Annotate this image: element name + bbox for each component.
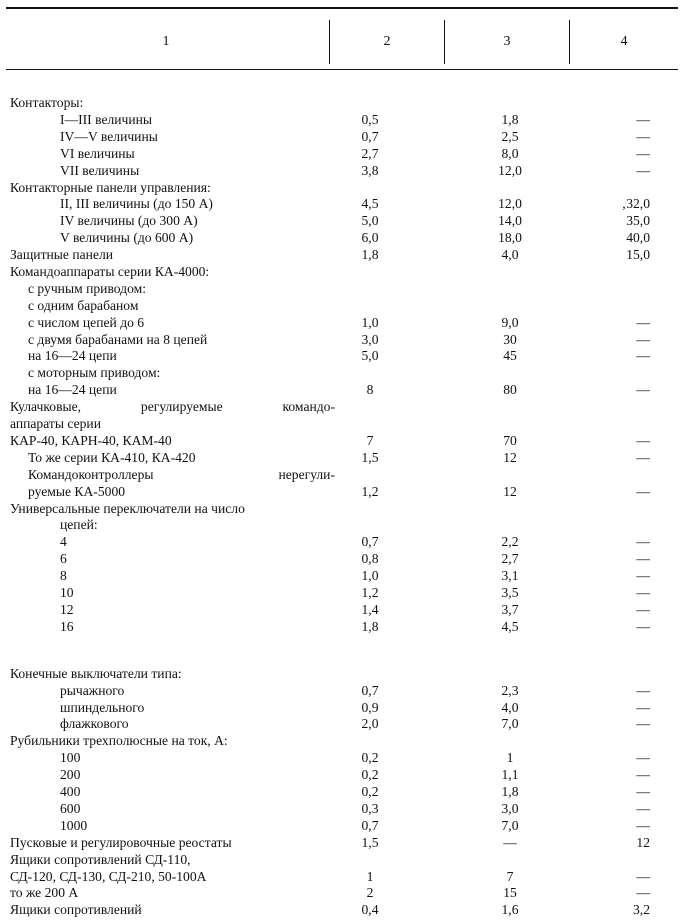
- row-c4-value: —: [636, 163, 650, 178]
- row-c4-value: —: [636, 585, 650, 600]
- row-c4-value: ‚32,0: [621, 196, 650, 211]
- row-c4-value: —: [636, 534, 650, 549]
- table-row: [0, 281, 681, 297]
- table-row: [0, 348, 681, 364]
- table-row: [0, 885, 681, 901]
- row-c2-value: 1,8: [361, 619, 379, 634]
- row-c4-value: —: [636, 750, 650, 765]
- table-row: [0, 534, 681, 550]
- row-c4-value: —: [636, 869, 650, 884]
- row-name: Кулачковые, регулируемые командо-: [10, 399, 335, 414]
- row-c2-value: 1,2: [361, 484, 379, 499]
- row-c4-value: —: [636, 433, 650, 448]
- table-row: [0, 180, 681, 196]
- row-c4-value: —: [636, 146, 650, 161]
- row-c4-value: —: [636, 767, 650, 782]
- row-c4-value: —: [636, 112, 650, 127]
- row-name: Контакторные панели управления:: [10, 180, 211, 195]
- table-top-rule: [6, 7, 678, 9]
- column-divider-1: [329, 20, 330, 64]
- row-c2-value: 1,5: [361, 835, 379, 850]
- row-name: Рубильники трехполюсные на ток, А:: [10, 733, 228, 748]
- row-c4-value: —: [636, 784, 650, 799]
- row-c3-value: 4,0: [501, 700, 519, 715]
- row-name: VII величины: [60, 163, 140, 178]
- table-row: [0, 467, 681, 483]
- table-row: [0, 163, 681, 179]
- row-name: Ящики сопротивлений: [10, 902, 142, 917]
- table-row: [0, 902, 681, 918]
- table-row: [0, 750, 681, 766]
- row-name: аппараты серии: [10, 416, 101, 431]
- row-name: 10: [60, 585, 74, 600]
- row-name: на 16—24 цепи: [28, 382, 117, 397]
- row-c2-value: 1: [366, 869, 374, 884]
- row-c3-value: 45: [503, 348, 517, 363]
- row-c3-value: 1,8: [501, 784, 519, 799]
- row-c3-value: 7,0: [501, 716, 519, 731]
- row-c4-value: —: [636, 801, 650, 816]
- row-name: I—III величины: [60, 112, 153, 127]
- row-c2-value: 0,8: [361, 551, 379, 566]
- table-row: [0, 315, 681, 331]
- row-c3-value: 2,5: [501, 129, 519, 144]
- row-c3-value: 18,0: [498, 230, 522, 245]
- row-name: СД-120, СД-130, СД-210, 50-100А: [10, 869, 207, 884]
- row-name: Командоаппараты серии КА-4000:: [10, 264, 210, 279]
- row-name: 6: [60, 551, 67, 566]
- row-c3-value: 14,0: [498, 213, 522, 228]
- column-divider-3: [569, 20, 570, 64]
- row-c3-value: 2,2: [501, 534, 519, 549]
- table-row: [0, 517, 681, 533]
- table-row: [0, 716, 681, 732]
- row-c2-value: 1,4: [361, 602, 379, 617]
- table-row: [0, 767, 681, 783]
- row-c3-value: 8,0: [501, 146, 519, 161]
- row-name: с ручным приводом:: [28, 281, 147, 296]
- column-divider-2: [444, 20, 445, 64]
- row-c2-value: 1,5: [361, 450, 379, 465]
- row-name: V величины (до 600 А): [60, 230, 194, 245]
- row-name: Пусковые и регулировочные реостаты: [10, 835, 232, 850]
- row-c3-value: 4,0: [501, 247, 519, 262]
- row-name: II, III величины (до 150 А): [60, 196, 213, 211]
- table-row: [0, 835, 681, 851]
- row-name: руемые КА-5000: [28, 484, 126, 499]
- row-name: флажкового: [60, 716, 129, 731]
- row-name: то же 200 А: [10, 885, 79, 900]
- row-name: 200: [60, 767, 81, 782]
- row-c2-value: 0,7: [361, 683, 379, 698]
- row-c3-value: 12,0: [498, 163, 522, 178]
- row-name: 4: [60, 534, 67, 549]
- row-name: 1000: [60, 818, 88, 833]
- row-c3-value: 1: [506, 750, 514, 765]
- row-c4-value: —: [636, 700, 650, 715]
- table-row: [0, 433, 681, 449]
- table-row: [0, 399, 681, 415]
- row-c2-value: 5,0: [361, 213, 379, 228]
- row-c2-value: 0,2: [361, 784, 379, 799]
- table-row: [0, 666, 681, 682]
- row-name: КАР-40, КАРН-40, КАМ-40: [10, 433, 172, 448]
- row-c2-value: 5,0: [361, 348, 379, 363]
- row-c3-value: 12,0: [498, 196, 522, 211]
- row-c3-value: 3,1: [501, 568, 519, 583]
- row-c2-value: 0,7: [361, 129, 379, 144]
- row-name: Контакторы:: [10, 95, 84, 110]
- table-row: [0, 852, 681, 868]
- row-c2-value: 1,8: [361, 247, 379, 262]
- table-row: [0, 416, 681, 432]
- row-c4-value: —: [636, 602, 650, 617]
- row-c3-value: 3,7: [501, 602, 519, 617]
- table-row: [0, 298, 681, 314]
- row-c2-value: 4,5: [361, 196, 379, 211]
- header-col-2: 2: [383, 34, 391, 49]
- row-c2-value: 8: [366, 382, 374, 397]
- row-c2-value: 0,4: [361, 902, 379, 917]
- row-c4-value: —: [636, 716, 650, 731]
- row-c4-value: 40,0: [626, 230, 650, 245]
- table-row: [0, 230, 681, 246]
- row-c4-value: 12: [636, 835, 650, 850]
- row-name: 8: [60, 568, 67, 583]
- row-c4-value: —: [636, 348, 650, 363]
- row-name: цепей:: [60, 517, 98, 532]
- row-c2-value: 0,5: [361, 112, 379, 127]
- row-c3-value: 12: [503, 450, 517, 465]
- row-c4-value: —: [636, 568, 650, 583]
- row-c4-value: —: [636, 551, 650, 566]
- row-name: Ящики сопротивлений СД-110,: [10, 852, 191, 867]
- row-name: 400: [60, 784, 81, 799]
- row-name: Конечные выключатели типа:: [10, 666, 182, 681]
- row-name: на 16—24 цепи: [28, 348, 117, 363]
- row-name: с моторным приводом:: [28, 365, 161, 380]
- table-row: [0, 585, 681, 601]
- row-c4-value: 15,0: [626, 247, 650, 262]
- row-c4-value: 35,0: [626, 213, 650, 228]
- row-name: шпиндельного: [60, 700, 145, 715]
- row-c2-value: 0,7: [361, 818, 379, 833]
- table-row: [0, 332, 681, 348]
- row-c4-value: —: [636, 484, 650, 499]
- row-c4-value: —: [636, 382, 650, 397]
- table-row: [0, 619, 681, 635]
- row-c2-value: 0,7: [361, 534, 379, 549]
- row-c3-value: 3,0: [501, 801, 519, 816]
- row-c3-value: 3,5: [501, 585, 519, 600]
- table-row: [0, 484, 681, 500]
- row-name: IV—V величины: [60, 129, 158, 144]
- row-c3-value: 7,0: [501, 818, 519, 833]
- table-row: [0, 683, 681, 699]
- table-row: [0, 196, 681, 212]
- row-c3-value: 1,6: [501, 902, 519, 917]
- header-col-4: 4: [620, 34, 628, 49]
- row-name: с числом цепей до 6: [28, 315, 145, 330]
- row-name: Командоконтроллеры нерегули-: [28, 467, 335, 482]
- table-row: [0, 382, 681, 398]
- row-c4-value: —: [636, 332, 650, 347]
- table-row: [0, 818, 681, 834]
- table-row: [0, 784, 681, 800]
- row-name: Защитные панели: [10, 247, 114, 262]
- row-c4-value: —: [636, 129, 650, 144]
- row-c3-value: —: [503, 835, 517, 850]
- table-row: [0, 869, 681, 885]
- row-c3-value: 2,7: [501, 551, 519, 566]
- row-c2-value: 3,8: [361, 163, 379, 178]
- row-c2-value: 0,9: [361, 700, 379, 715]
- row-c3-value: 9,0: [501, 315, 519, 330]
- row-c2-value: 2,7: [361, 146, 379, 161]
- row-c2-value: 2: [366, 885, 374, 900]
- row-c3-value: 1,1: [501, 767, 519, 782]
- row-c2-value: 0,2: [361, 767, 379, 782]
- row-name: 12: [60, 602, 74, 617]
- header-col-3: 3: [503, 34, 511, 49]
- table-row: [0, 247, 681, 263]
- row-c2-value: 0,3: [361, 801, 379, 816]
- row-c2-value: 6,0: [361, 230, 379, 245]
- table-row: [0, 801, 681, 817]
- table-row: [0, 568, 681, 584]
- row-c4-value: —: [636, 885, 650, 900]
- row-name: VI величины: [60, 146, 135, 161]
- row-name: Универсальные переключатели на число: [10, 501, 245, 516]
- table-row: [0, 112, 681, 128]
- row-c3-value: 70: [503, 433, 517, 448]
- row-c4-value: —: [636, 818, 650, 833]
- table-row: [0, 700, 681, 716]
- row-c3-value: 7: [506, 869, 514, 884]
- row-name: То же серии КА-410, КА-420: [28, 450, 196, 465]
- row-c4-value: —: [636, 619, 650, 634]
- table-row: [0, 501, 681, 517]
- table-row: [0, 602, 681, 618]
- table-row: [0, 551, 681, 567]
- table-row: [0, 129, 681, 145]
- header-col-1: 1: [162, 34, 170, 49]
- row-c4-value: —: [636, 683, 650, 698]
- row-name: рычажного: [60, 683, 125, 698]
- row-c2-value: 1,0: [361, 315, 379, 330]
- table-row: [0, 450, 681, 466]
- table-row: [0, 95, 681, 111]
- row-name: IV величины (до 300 А): [60, 213, 198, 228]
- row-c2-value: 3,0: [361, 332, 379, 347]
- row-c4-value: —: [636, 450, 650, 465]
- row-c2-value: 0,2: [361, 750, 379, 765]
- table-row: [0, 733, 681, 749]
- row-c4-value: 3,2: [633, 902, 650, 917]
- row-c3-value: 30: [503, 332, 517, 347]
- row-c3-value: 15: [503, 885, 517, 900]
- table-row: [0, 264, 681, 280]
- table-row: [0, 213, 681, 229]
- row-c3-value: 1,8: [501, 112, 519, 127]
- row-c3-value: 2,3: [501, 683, 519, 698]
- row-c2-value: 1,0: [361, 568, 379, 583]
- row-c4-value: —: [636, 315, 650, 330]
- row-c2-value: 1,2: [361, 585, 379, 600]
- row-c2-value: 2,0: [361, 716, 379, 731]
- row-name: с одним барабаном: [28, 298, 139, 313]
- row-c3-value: 4,5: [501, 619, 519, 634]
- row-name: 16: [60, 619, 74, 634]
- header-bottom-rule: [6, 69, 678, 70]
- table-row: [0, 146, 681, 162]
- row-name: 600: [60, 801, 81, 816]
- row-name: 100: [60, 750, 81, 765]
- row-c3-value: 12: [503, 484, 517, 499]
- row-c3-value: 80: [503, 382, 517, 397]
- table-row: [0, 365, 681, 381]
- row-c2-value: 7: [366, 433, 374, 448]
- row-name: с двумя барабанами на 8 цепей: [28, 332, 208, 347]
